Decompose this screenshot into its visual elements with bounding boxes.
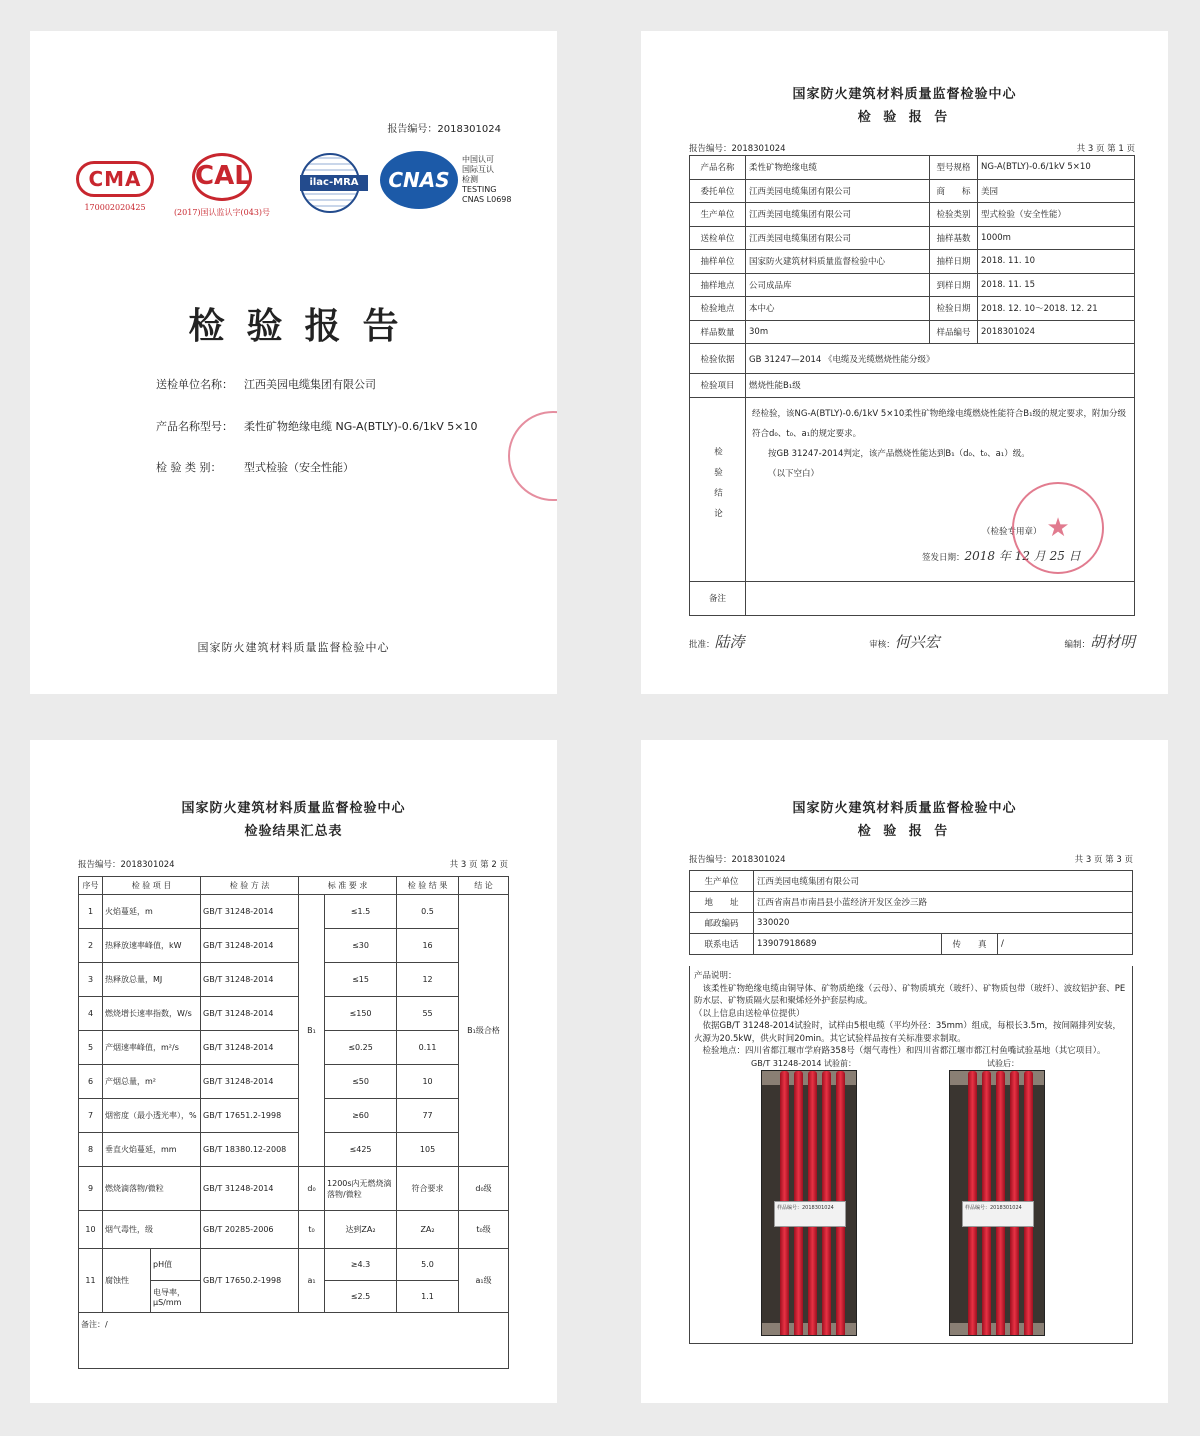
result: 16 <box>397 929 459 963</box>
info-value: NG-A(BTLY)-0.6/1kV 5×10 <box>978 156 1135 180</box>
meta-row <box>78 858 508 870</box>
info-value: 本中心 <box>746 297 930 321</box>
conclusion-label: 检验结论 <box>712 446 723 529</box>
photo-before-label: GB/T 31248-2014 试验前： <box>751 1059 857 1068</box>
report-number: 报告编号：2018301024 <box>689 855 786 865</box>
editor <box>1064 631 1135 652</box>
report-number: 报告编号：2018301024 <box>78 860 175 870</box>
cnas-text-line: 中国认可 <box>462 155 494 164</box>
product-notes <box>689 966 1133 1344</box>
table-row <box>79 895 509 929</box>
sample-tag: 样品编号：2018301024 <box>962 1201 1034 1227</box>
remark-label: 备注 <box>690 581 746 615</box>
note-line: 依据GB/T 31248-2014试验时，试样由5根电缆（平均外径：35mm）组成，每根长3.5m，按间隔排列安装，火源为20.5kW，供火时间20min。其它试验样品按有关标准要求制取。 <box>694 1021 1122 1044</box>
table-row <box>690 397 1135 581</box>
field-value: 江西美园电缆集团有限公司 <box>244 378 376 391</box>
page-info: 共 3 页 第 1 页 <box>1076 144 1135 154</box>
report-title: 检 验 报 告 <box>857 824 952 839</box>
seal-stamp <box>508 411 557 501</box>
conclusion-cell <box>746 397 1135 581</box>
postcode-label: 邮政编码 <box>690 913 754 934</box>
ilac-mra-logo <box>300 153 370 213</box>
info-label: 样品编号 <box>930 320 978 344</box>
table-row <box>79 963 509 997</box>
info-label: 抽样基数 <box>930 226 978 250</box>
cal-mark: CAL <box>192 153 252 201</box>
info-label: 抽样单位 <box>690 250 746 274</box>
info-label: 检验地点 <box>690 297 746 321</box>
remark-value <box>746 581 1135 615</box>
basis-value: GB 31247—2014 《电缆及光缆燃烧性能分级》 <box>746 344 1135 374</box>
report-page-3 <box>641 740 1168 1403</box>
table-row <box>690 581 1135 615</box>
producer-table <box>689 870 1133 955</box>
conclusion: t₀级 <box>459 1211 509 1249</box>
test-method: GB/T 31248-2014 <box>201 963 299 997</box>
phone-label: 联系电话 <box>690 934 754 955</box>
requirement: ≤0.25 <box>325 1031 397 1065</box>
result: ZA₂ <box>397 1211 459 1249</box>
results-summary-page <box>30 740 557 1403</box>
field-label: 检 验 类 别： <box>156 461 222 474</box>
field-label: 产品名称型号： <box>156 420 233 433</box>
report-number: 报告编号：2018301024 <box>689 144 786 154</box>
address-value: 江西省南昌市南昌县小蓝经济开发区金沙三路 <box>754 892 1133 913</box>
meta-row <box>689 853 1133 865</box>
page-info: 共 3 页 第 2 页 <box>449 860 508 870</box>
row-number: 6 <box>79 1065 103 1099</box>
info-table <box>689 155 1135 616</box>
test-method: GB/T 17651.2-1998 <box>201 1099 299 1133</box>
editor-signature: 胡材明 <box>1089 633 1135 651</box>
info-label: 送检单位 <box>690 226 746 250</box>
table-row <box>690 250 1135 274</box>
reviewer-signature: 何兴宏 <box>894 633 940 651</box>
info-value: 型式检验（安全性能） <box>978 203 1135 227</box>
cnas-text <box>462 155 511 205</box>
center-name: 国家防火建筑材料质量监督检验中心 <box>792 801 1017 816</box>
result: 0.5 <box>397 895 459 929</box>
row-number: 7 <box>79 1099 103 1133</box>
table-row <box>690 179 1135 203</box>
test-method: GB/T 31248-2014 <box>201 895 299 929</box>
result: 0.11 <box>397 1031 459 1065</box>
row-number: 11 <box>79 1249 103 1313</box>
table-row <box>79 997 509 1031</box>
info-value: 美园 <box>978 179 1135 203</box>
column-header: 标 准 要 求 <box>299 877 397 895</box>
info-label: 生产单位 <box>690 203 746 227</box>
result: 12 <box>397 963 459 997</box>
test-subitem: 电导率，μS/mm <box>151 1281 201 1313</box>
cal-logo <box>170 153 274 218</box>
test-item: 产烟总量，m² <box>103 1065 201 1099</box>
info-value: 江西美园电缆集团有限公司 <box>746 226 930 250</box>
table-row <box>79 1031 509 1065</box>
row-number: 3 <box>79 963 103 997</box>
row-number: 8 <box>79 1133 103 1167</box>
column-header: 结 论 <box>459 877 509 895</box>
requirement: ≥4.3 <box>325 1249 397 1281</box>
requirement: ≤425 <box>325 1133 397 1167</box>
table-row <box>79 1065 509 1099</box>
result: 77 <box>397 1099 459 1133</box>
info-label: 抽样地点 <box>690 273 746 297</box>
info-label: 样品数量 <box>690 320 746 344</box>
summary-title: 检验结果汇总表 <box>244 824 343 839</box>
info-label: 产品名称 <box>690 156 746 180</box>
test-method: GB/T 20285-2006 <box>201 1211 299 1249</box>
test-method: GB/T 17650.2-1998 <box>201 1249 299 1313</box>
conclusion: B₁级合格 <box>459 895 509 1167</box>
reviewer <box>869 631 940 652</box>
field-value: 型式检验（安全性能） <box>244 461 354 474</box>
requirement: ≤150 <box>325 997 397 1031</box>
ilac-label: ilac-MRA <box>300 175 368 191</box>
note-line: （以上信息由送检单位提供） <box>694 1008 805 1019</box>
requirement: ≤2.5 <box>325 1281 397 1313</box>
field-type <box>156 459 354 475</box>
table-row <box>690 226 1135 250</box>
test-item: 燃烧增长速率指数，W/s <box>103 997 201 1031</box>
table-row <box>690 203 1135 227</box>
test-subitem: pH值 <box>151 1249 201 1281</box>
test-method: GB/T 18380.12-2008 <box>201 1133 299 1167</box>
info-label: 检验日期 <box>930 297 978 321</box>
info-value: 江西美园电缆集团有限公司 <box>746 203 930 227</box>
result: 105 <box>397 1133 459 1167</box>
phone-value: 13907918689 <box>754 934 942 955</box>
requirement: 达到ZA₂ <box>325 1211 397 1249</box>
center-name: 国家防火建筑材料质量监督检验中心 <box>792 87 1017 102</box>
table-row <box>79 1099 509 1133</box>
requirement: ≤50 <box>325 1065 397 1099</box>
inspection-seal: ★ <box>1012 482 1104 574</box>
result: 55 <box>397 997 459 1031</box>
note-line: 检验地点：四川省都江堰市学府路358号（烟气毒性）和四川省都江堰市都江村鱼嘴试验基地（其它项目）。 <box>694 1046 1106 1056</box>
requirement: ≤15 <box>325 963 397 997</box>
info-value: 江西美园电缆集团有限公司 <box>746 179 930 203</box>
cnas-text-line: 国际互认 <box>462 165 494 174</box>
page-title: 检验报告 <box>188 306 421 347</box>
info-value: 2018301024 <box>978 320 1135 344</box>
info-value: 2018. 11. 15 <box>978 273 1135 297</box>
info-label: 检验类别 <box>930 203 978 227</box>
table-header <box>79 877 509 895</box>
table-row <box>690 320 1135 344</box>
editor-label: 编制： <box>1064 640 1090 650</box>
row-number: 2 <box>79 929 103 963</box>
grade: d₀ <box>299 1167 325 1211</box>
table-row <box>79 1167 509 1211</box>
column-header: 检 验 项 目 <box>103 877 201 895</box>
remark: 备注：/ <box>79 1313 509 1369</box>
info-label: 型号规格 <box>930 156 978 180</box>
test-item: 烟气毒性，级 <box>103 1211 201 1249</box>
seal-note: （检验专用章） <box>982 526 1042 537</box>
producer-value: 江西美园电缆集团有限公司 <box>754 871 1133 892</box>
cnas-text-line: CNAS L0698 <box>462 195 512 204</box>
conclusion-label-cell <box>690 397 746 581</box>
cma-mark: CMA <box>76 161 154 197</box>
cma-logo <box>72 161 158 212</box>
address-label: 地 址 <box>690 892 754 913</box>
cma-code: 170002020425 <box>84 203 146 212</box>
field-label: 送检单位名称： <box>156 378 233 391</box>
info-value: 国家防火建筑材料质量监督检验中心 <box>746 250 930 274</box>
conclusion: a₁级 <box>459 1249 509 1313</box>
row-number: 4 <box>79 997 103 1031</box>
field-value: 柔性矿物绝缘电缆 NG-A(BTLY)-0.6/1kV 5×10 <box>244 420 478 433</box>
test-item: 产烟速率峰值，m²/s <box>103 1031 201 1065</box>
approver-label: 批准： <box>689 640 715 650</box>
test-method: GB/T 31248-2014 <box>201 929 299 963</box>
report-page-1 <box>641 31 1168 694</box>
result: 10 <box>397 1065 459 1099</box>
items-value: 燃烧性能B₁级 <box>746 374 1135 398</box>
requirement: ≤30 <box>325 929 397 963</box>
test-method: GB/T 31248-2014 <box>201 1167 299 1211</box>
test-item: 热释放速率峰值，kW <box>103 929 201 963</box>
signature-row <box>689 631 1135 652</box>
table-row <box>690 913 1133 934</box>
conclusion: d₀级 <box>459 1167 509 1211</box>
result: 5.0 <box>397 1249 459 1281</box>
column-header: 检 验 结 果 <box>397 877 459 895</box>
table-row <box>79 1313 509 1369</box>
postcode-value: 330020 <box>754 913 1133 934</box>
test-item: 热释放总量，MJ <box>103 963 201 997</box>
grade: B₁ <box>299 895 325 1167</box>
field-sender <box>156 376 376 392</box>
fax-label: 传 真 <box>942 934 998 955</box>
table-row <box>690 344 1135 374</box>
table-row <box>79 1133 509 1167</box>
report-number: 报告编号：2018301024 <box>387 124 501 135</box>
result: 1.1 <box>397 1281 459 1313</box>
note-line: 该柔性矿物绝缘电缆由铜导体、矿物质绝缘（云母）、矿物质填充（玻纤）、矿物质包带（玻纤）、波纹铝护套、PE防水层、矿物质隔火层和聚烯烃外护套层构成。 <box>694 983 1126 1006</box>
info-label: 到样日期 <box>930 273 978 297</box>
table-row <box>690 156 1135 180</box>
center-name: 国家防火建筑材料质量监督检验中心 <box>181 801 406 816</box>
test-item: 垂直火焰蔓延，mm <box>103 1133 201 1167</box>
test-item: 烟密度（最小透光率），% <box>103 1099 201 1133</box>
info-label: 委托单位 <box>690 179 746 203</box>
test-item: 腐蚀性 <box>103 1249 151 1313</box>
info-value: 2018. 11. 10 <box>978 250 1135 274</box>
info-label: 抽样日期 <box>930 250 978 274</box>
row-number: 9 <box>79 1167 103 1211</box>
cnas-logo <box>380 151 458 215</box>
table-row <box>690 374 1135 398</box>
test-item: 火焰蔓延，m <box>103 895 201 929</box>
approver <box>689 631 745 652</box>
results-table <box>78 876 509 1369</box>
meta-row <box>689 142 1135 154</box>
table-row <box>690 934 1133 955</box>
test-method: GB/T 31248-2014 <box>201 1065 299 1099</box>
test-method: GB/T 31248-2014 <box>201 997 299 1031</box>
fax-value: / <box>998 934 1133 955</box>
basis-label: 检验依据 <box>690 344 746 374</box>
row-number: 10 <box>79 1211 103 1249</box>
info-value: 公司成品库 <box>746 273 930 297</box>
field-product <box>156 418 478 434</box>
info-value: 2018. 12. 10～2018. 12. 21 <box>978 297 1135 321</box>
producer-label: 生产单位 <box>690 871 754 892</box>
approver-signature: 陆涛 <box>714 633 745 651</box>
page-info: 共 3 页 第 3 页 <box>1074 855 1133 865</box>
row-number: 1 <box>79 895 103 929</box>
info-value: 柔性矿物绝缘电缆 <box>746 156 930 180</box>
test-method: GB/T 31248-2014 <box>201 1031 299 1065</box>
conclusion-text: （以下空白） <box>768 468 820 479</box>
sign-date-label: 签发日期： <box>922 552 965 563</box>
photo-after-label: 试验后： <box>987 1059 1019 1068</box>
table-row <box>690 892 1133 913</box>
photo-after <box>949 1070 1045 1336</box>
requirement: ≥60 <box>325 1099 397 1133</box>
table-row <box>79 1249 509 1281</box>
report-title: 检 验 报 告 <box>857 110 952 125</box>
grade: t₀ <box>299 1211 325 1249</box>
table-row <box>79 1211 509 1249</box>
cnas-text-line: 检测 <box>462 175 478 184</box>
column-header: 序号 <box>79 877 103 895</box>
reviewer-label: 审核： <box>869 640 895 650</box>
table-row <box>79 929 509 963</box>
sample-tag: 样品编号：2018301024 <box>774 1201 846 1227</box>
conclusion-text: 经检验，该NG-A(BTLY)-0.6/1kV 5×10柔性矿物绝缘电缆燃烧性能符合B₁级的规定要求，附加分级符合d₀、t₀、a₁的规定要求。 <box>752 408 1126 439</box>
row-number: 5 <box>79 1031 103 1065</box>
cnas-text-line: TESTING <box>462 185 497 194</box>
cover-page <box>30 31 557 694</box>
requirement: ≤1.5 <box>325 895 397 929</box>
cal-code: (2017)国认监认字(043)号 <box>173 208 271 217</box>
sign-date: 2018 年 12 月 25 日 <box>964 548 1081 563</box>
table-row <box>690 871 1133 892</box>
info-value: 30m <box>746 320 930 344</box>
photo-before <box>761 1070 857 1336</box>
grade: a₁ <box>299 1249 325 1313</box>
result: 符合要求 <box>397 1167 459 1211</box>
table-row <box>690 273 1135 297</box>
conclusion-text: 按GB 31247-2014判定，该产品燃烧性能达到B₁（d₀、t₀、a₁）级。 <box>768 448 1030 459</box>
issuer-footer: 国家防火建筑材料质量监督检验中心 <box>197 641 390 654</box>
note-line: 产品说明： <box>694 971 737 981</box>
cnas-label: CNAS <box>380 151 458 209</box>
info-label: 商 标 <box>930 179 978 203</box>
info-value: 1000m <box>978 226 1135 250</box>
requirement: 1200s内无燃烧滴落物/微粒 <box>325 1167 397 1211</box>
table-row <box>690 297 1135 321</box>
items-label: 检验项目 <box>690 374 746 398</box>
column-header: 检 验 方 法 <box>201 877 299 895</box>
test-item: 燃烧滴落物/微粒 <box>103 1167 201 1211</box>
